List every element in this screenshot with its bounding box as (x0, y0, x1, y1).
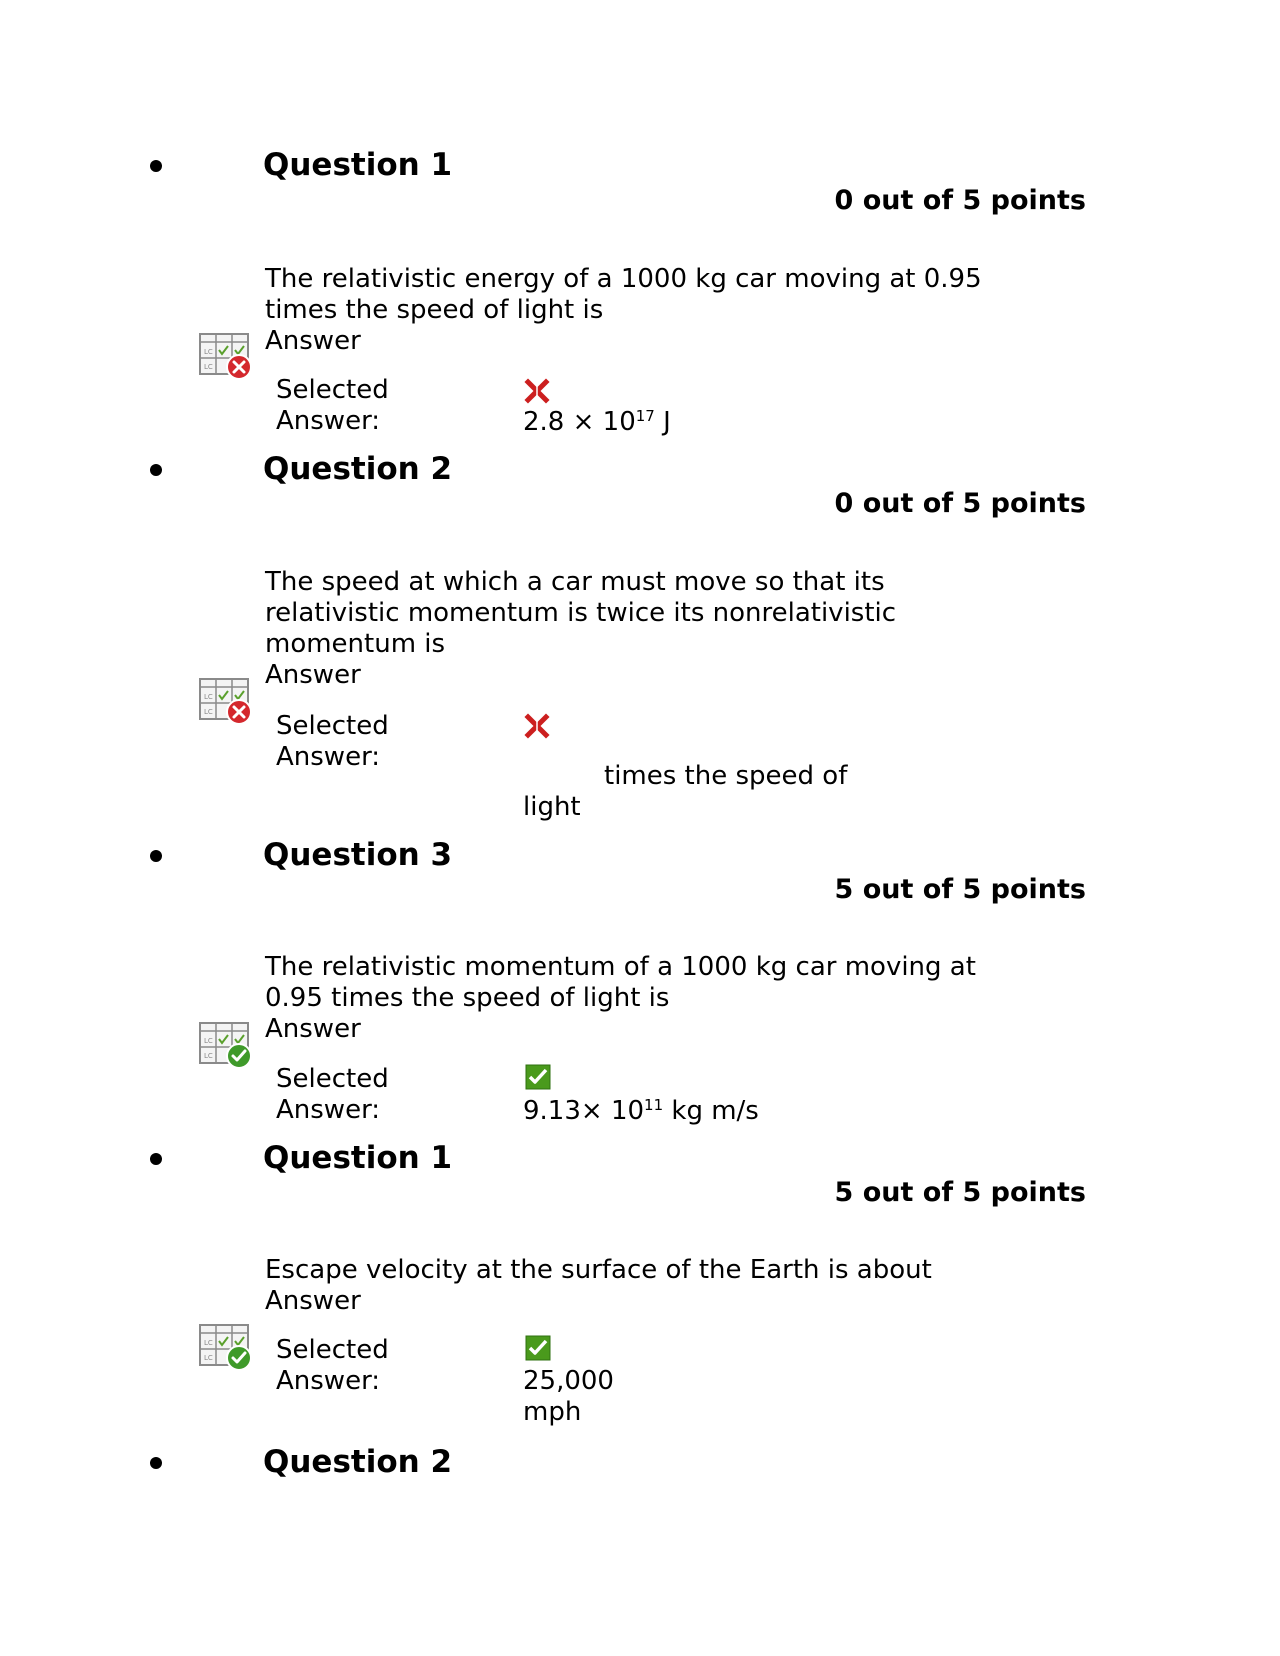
green-check-icon (524, 1334, 552, 1362)
question-title: Question 1 (263, 147, 453, 183)
question-text: The relativistic momentum of a 1000 kg car moving at 0.95 times the speed of light is Answer (265, 952, 976, 1044)
grade-correct-icon (198, 1323, 254, 1371)
answer-heading: Answer (265, 1286, 361, 1316)
selected-answer-label: Selected Answer: (276, 1335, 389, 1396)
selected-answer-value: $9.13\times 10^{11}$ kg m/s (523, 1096, 759, 1126)
points-score: 5 out of 5 points (834, 1177, 1086, 1208)
selected-answer-value: $2.8 \times 10^{17}$ J (523, 407, 671, 437)
selected-answer-label: Selected Answer: (276, 375, 389, 436)
grade-correct-icon (198, 1021, 254, 1069)
grade-incorrect-icon (198, 332, 254, 380)
list-bullet (150, 160, 162, 172)
question-text: The speed at which a car must move so that its relativistic momentum is twice its nonrelativistic momentum is Answer (265, 567, 897, 690)
grade-incorrect-icon (198, 677, 254, 725)
list-bullet (150, 464, 162, 476)
green-check-icon (524, 1063, 552, 1091)
points-score: 5 out of 5 points (834, 874, 1086, 905)
selected-answer-value: times the speed of (604, 761, 848, 791)
answer-heading: Answer (265, 326, 361, 356)
question-title: Question 1 (263, 1140, 453, 1176)
selected-answer-value-cont: light (523, 792, 581, 822)
question-title: Question 3 (263, 837, 453, 873)
list-bullet (150, 1457, 162, 1469)
answer-heading: Answer (265, 660, 361, 690)
question-title: Question 2 (263, 1444, 453, 1480)
list-bullet (150, 850, 162, 862)
red-x-icon (523, 712, 551, 740)
points-score: 0 out of 5 points (834, 185, 1086, 216)
list-bullet (150, 1153, 162, 1165)
selected-answer-label: Selected Answer: (276, 711, 389, 772)
answer-heading: Answer (265, 1014, 361, 1044)
selected-answer-label: Selected Answer: (276, 1064, 389, 1125)
question-text: The relativistic energy of a 1000 kg car moving at 0.95 times the speed of light is Answer (265, 264, 982, 356)
question-text: Escape velocity at the surface of the Earth is about Answer (265, 1255, 932, 1316)
question-title: Question 2 (263, 451, 453, 487)
points-score: 0 out of 5 points (834, 488, 1086, 519)
selected-answer-value: 25,000 mph (523, 1366, 614, 1427)
red-x-icon (523, 377, 551, 405)
